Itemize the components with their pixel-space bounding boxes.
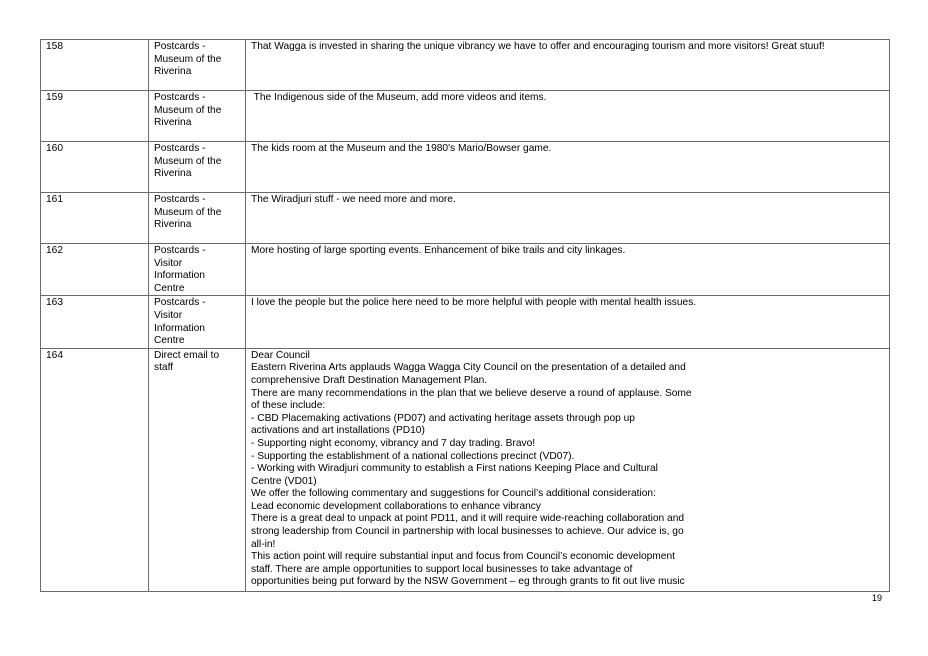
entry-comment [246,296,890,348]
comment-line: all-in! [251,538,276,550]
entry-number: 162 [41,244,149,296]
entry-number: 164 [41,348,149,591]
source-line: staff [154,362,174,374]
source-line: Postcards - [154,143,206,154]
entry-source [149,244,246,296]
table-row [41,91,890,142]
comment-line: - CBD Placemaking activations (PD07) and activating heritage assets through pop up [251,412,635,424]
comment-line: I love the people but the police here need to be more helpful with people with mental health issues. [251,297,697,309]
source-line: Museum of the [154,155,222,167]
table-row [41,244,890,296]
source-line: Riverina [154,66,192,78]
source-line: Postcards - [154,194,206,205]
source-line: Museum of the [154,53,222,65]
entry-number: 161 [41,193,149,244]
source-line: Postcards - [154,297,206,309]
entry-source [149,348,246,591]
entry-number: 159 [41,91,149,142]
feedback-table-body [41,40,890,592]
entry-number: 163 [41,296,149,348]
entry-comment [246,348,890,591]
entry-number: 160 [41,142,149,193]
source-line: Information [154,270,205,282]
comment-line: The kids room at the Museum and the 1980's Mario/Bowser game. [251,143,552,154]
table-row [41,348,890,591]
comment-line: Eastern Riverina Arts applauds Wagga Wagga City Council on the presentation of a detailed and [251,362,686,374]
page-number: 19 [872,593,883,603]
entry-comment [246,244,890,296]
entry-number: 158 [41,40,149,91]
table-row [41,40,890,91]
entry-source [149,296,246,348]
comment-line: Centre (VD01) [251,475,317,487]
source-line: Visitor [154,257,183,269]
comment-line: This action point will require substantial input and focus from Council’s economic development [251,551,675,563]
entry-source [149,193,246,244]
entry-comment [246,142,890,193]
comment-line: We offer the following commentary and suggestions for Council’s additional consideration: [251,488,656,500]
source-line: Postcards - [154,41,206,52]
source-line: Riverina [154,219,192,231]
comment-line: There are many recommendations in the plan that we believe deserve a round of applause. Some [251,387,692,399]
comment-line: The Indigenous side of the Museum, add more videos and items. [251,92,547,103]
table-row [41,142,890,193]
entry-comment [246,193,890,244]
source-line: Postcards - [154,245,206,256]
entry-source [149,40,246,91]
entry-comment [246,91,890,142]
comment-line: - Supporting night economy, vibrancy and 7 day trading. Bravo! [251,437,536,449]
source-line: Riverina [154,168,192,180]
entry-comment [246,40,890,91]
comment-line: opportunities being put forward by the NSW Government – eg through grants to fit out live music [251,576,685,588]
comment-line: staff. There are ample opportunities to support local businesses to take advantage of [251,563,633,575]
source-line: Information [154,322,205,334]
comment-line: activations and art installations (PD10) [251,425,425,437]
comment-line: More hosting of large sporting events. Enhancement of bike trails and city linkages. [251,245,626,256]
comment-line: - Working with Wiradjuri community to establish a First nations Keeping Place and Cultural [251,463,658,475]
source-line: Postcards - [154,92,206,103]
source-line: Centre [154,282,185,294]
entry-source [149,142,246,193]
source-line: Riverina [154,117,192,129]
comment-line: strong leadership from Council in partnership with local businesses to achieve. Our advice is, go [251,526,684,538]
comment-line: That Wagga is invested in sharing the unique vibrancy we have to offer and encouraging tourism and more visitors! Great stuuf! [251,41,825,52]
comment-line: Lead economic development collaborations to enhance vibrancy [251,500,541,512]
table-row [41,296,890,348]
source-line: Museum of the [154,206,222,218]
source-line: Visitor [154,309,183,321]
source-line: Centre [154,335,185,347]
comment-line: comprehensive Draft Destination Management Plan. [251,374,488,386]
table-row [41,193,890,244]
entry-source [149,91,246,142]
comment-line: of these include: [251,400,326,412]
comment-line: There is a great deal to unpack at point PD11, and it will require wide-reaching collaboration and [251,513,685,525]
comment-line: - Supporting the establishment of a national collections precinct (VD07). [251,450,575,462]
comment-line: Dear Council [251,349,310,361]
source-line: Museum of the [154,104,222,116]
source-line: Direct email to [154,349,220,361]
feedback-table [40,39,890,592]
comment-line: The Wiradjuri stuff - we need more and more. [251,194,456,205]
